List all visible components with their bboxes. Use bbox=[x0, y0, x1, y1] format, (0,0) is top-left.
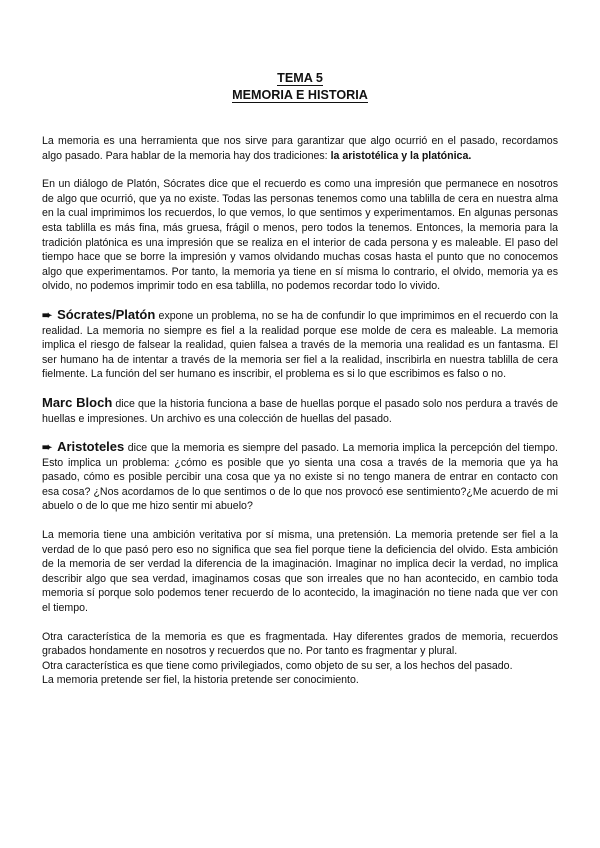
page-subtitle: MEMORIA E HISTORIA bbox=[232, 88, 368, 102]
paragraph-intro-text: La memoria es una herramienta que nos sirve para garantizar que algo ocurrió en el pasado, recordamos algo pasado. Para hablar de la memoria hay dos tradiciones: bbox=[42, 135, 558, 162]
lead-socrates-platon: Sócrates/Platón bbox=[57, 306, 156, 322]
paragraph-veritativa: La memoria tiene una ambición veritativa por sí misma, una pretensión. La memoria pretende ser fiel a la verdad de lo que pasó pero eso no significa que sea fiel porque tiene la deficiencia del olvido. Esta ambición de la memoria de ser verdad la diferencia de la imaginación. Imaginar no implica decir la verdad, no implica describir algo que sea verdad, imaginamos cosas que son irreales que no han acontecido, en cambio toda memoria sí porque solo podemos tener recuerdo de lo acontecido, la imaginación no tiene nada que ver con el tiempo. bbox=[42, 529, 558, 615]
paragraph-intro-bold: la aristotélica y la platónica. bbox=[330, 149, 472, 162]
paragraph-intro bbox=[42, 134, 558, 163]
paragraph-platon-dialogue: En un diálogo de Platón, Sócrates dice que el recuerdo es como una impresión que permanece en nosotros de algo que ocurrió, que ya no existe. Todas las personas tenemos como una tablilla de cera en nuestra alma en la cual imprimimos los recuerdos, lo que vemos, lo que sentimos y experimentamos. En algunas personas esta tablilla es más fina, más gruesa, frágil o menos, pero todos la tenemos. Entonces, la memoria para la tradición platónica es una impresión que se realiza en el interior de cada persona y es maleable. El paso del tiempo hace que se borre la impresión y vamos olvidando muchas cosas hasta el punto que no conocemos algo que experimentamos. Por tanto, la memoria ya tiene en sí misma lo contrario, el olvido, memoria ya es olvido, no podemos imprimir todo en esa tablilla, no podemos recordar todo lo vivido. bbox=[42, 178, 558, 293]
lead-marc-bloch: Marc Bloch bbox=[42, 394, 113, 410]
lead-aristoteles: Aristoteles bbox=[57, 439, 125, 455]
paragraph-privilegiados: Otra característica es que tiene como privilegiados, como objeto de su ser, a los hechos del pasado. bbox=[42, 659, 513, 672]
paragraph-socrates bbox=[42, 308, 558, 382]
paragraph-conclusion: La memoria pretende ser fiel, la historia pretende ser conocimiento. bbox=[42, 674, 359, 687]
paragraph-bloch bbox=[42, 396, 558, 426]
paragraph-socrates-text: expone un problema, no se ha de confundir lo que imprimimos en el recuerdo con la realidad. La memoria no siempre es fiel a la realidad porque ese molde de cera es maleable. La memoria implica el riesgo de falsear la realidad, quien falsea a través de la memoria una realidad es un fantasma. El ser humano ha de intentar a través de la memoria ser fiel a la realidad, inscribirla en nuestra tablilla de cera fielmente. La función del ser humano es inscribir, el problema es si lo que escribimos es falso o no. bbox=[42, 309, 558, 381]
arrow-icon: ➨ bbox=[42, 440, 53, 455]
arrow-icon: ➨ bbox=[42, 307, 53, 322]
paragraph-aristoteles-text: dice que la memoria es siempre del pasado. La memoria implica la percepción del tiempo. Esto implica un problema: ¿cómo es posible que yo sienta una cosa a través de la memoria que ya ha pasado, cómo es posible percibir una cosa que ya no existe si no tengo manera de entrar en contacto con esa cosa? ¿Nos acordamos de lo que sentimos o de lo que nos provocó ese sentimiento?¿Me acuerdo de mi abuelo o de lo que me hizo sentir mi abuelo? bbox=[42, 442, 558, 513]
paragraph-fragmentada: Otra característica de la memoria es que es fragmentada. Hay diferentes grados de memoria, recuerdos grabados hondamente en nosotros y recuerdos que no. Por tanto es fragmentar y plural. bbox=[42, 630, 558, 658]
paragraph-aristoteles bbox=[42, 440, 558, 514]
paragraph-bloch-text: dice que la historia funciona a base de huellas porque el pasado solo nos perdura a través de huellas e impresiones. Un archivo es una colección de huellas del pasado. bbox=[42, 397, 558, 425]
title-block bbox=[42, 70, 558, 104]
page-title: TEMA 5 bbox=[277, 71, 323, 85]
